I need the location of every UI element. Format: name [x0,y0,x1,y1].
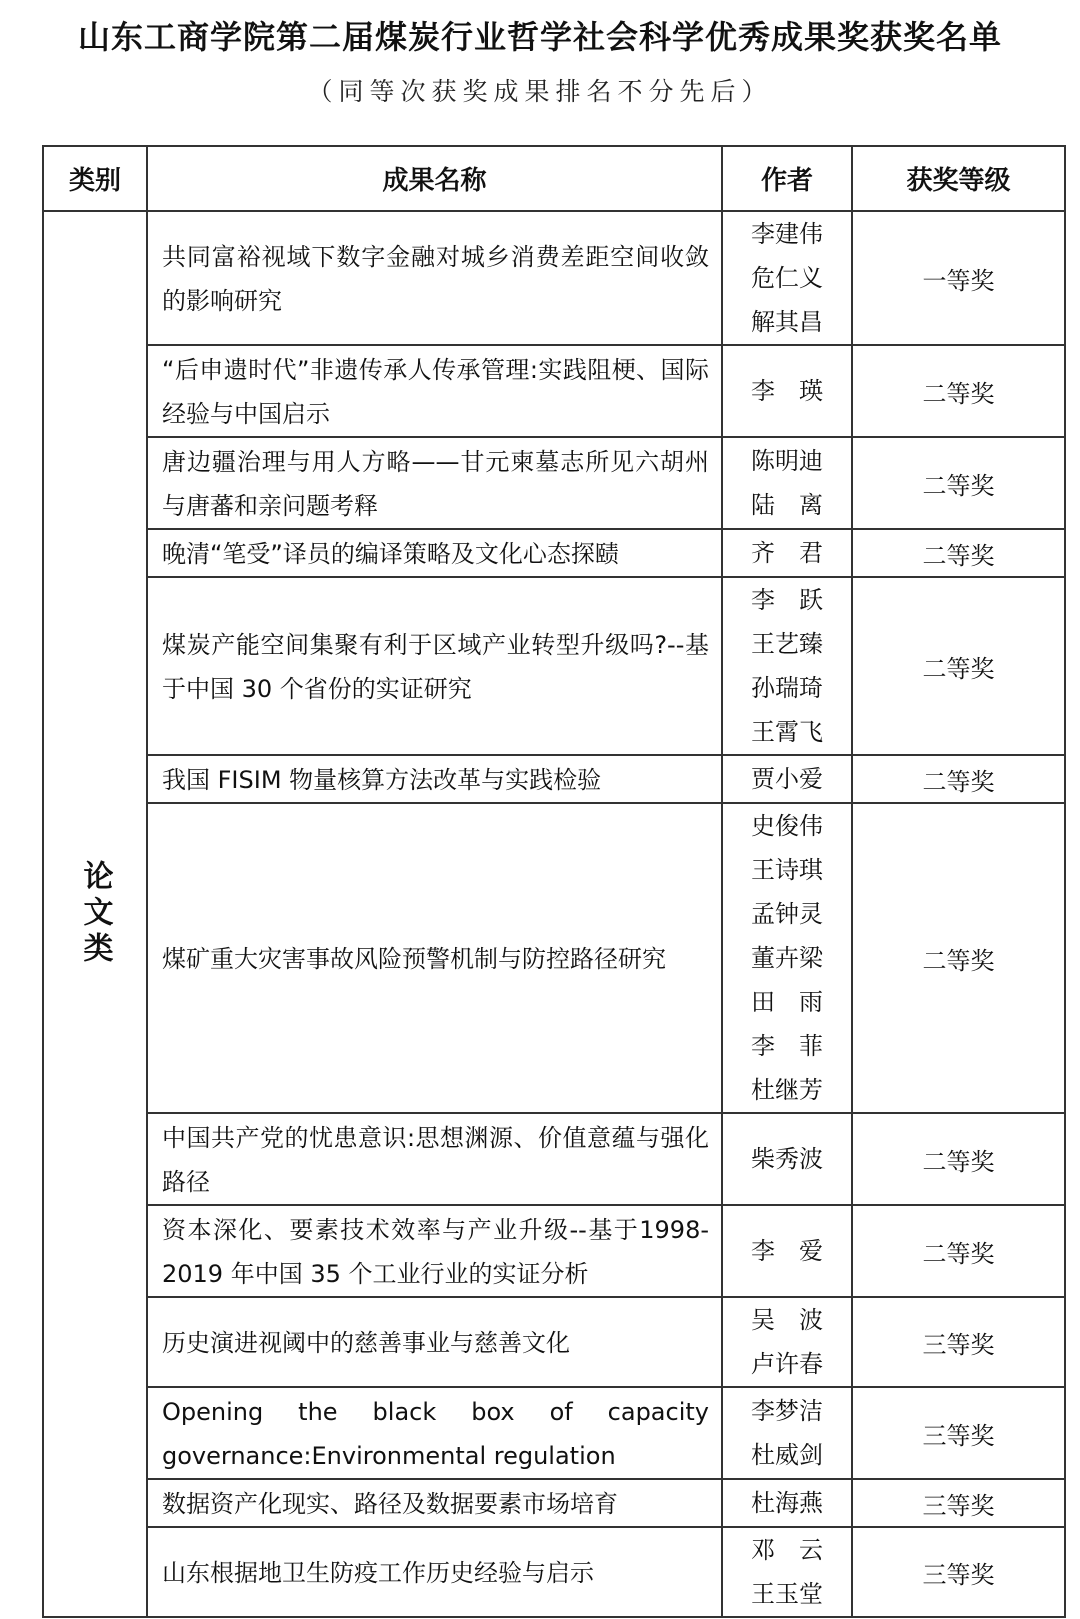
author-name: 杜海燕 [751,1489,823,1517]
table-row [43,1527,1065,1617]
author-name: 危仁义 [751,264,823,292]
award-level: 三等奖 [852,1387,1065,1479]
author-name: 李建伟 [751,220,823,248]
author-cell [722,1113,852,1205]
table-row [43,577,1065,755]
author-name: 杜继芳 [751,1076,823,1104]
author-cell [722,345,852,437]
header-name: 成果名称 [147,146,722,211]
author-cell [722,1205,852,1297]
award-level: 一等奖 [852,211,1065,345]
table-row [43,1387,1065,1479]
achievement-name: 煤炭产能空间集聚有利于区域产业转型升级吗?--基于中国 30 个省份的实证研究 [147,577,722,755]
achievement-name: 唐边疆治理与用人方略——甘元柬墓志所见六胡州与唐蕃和亲问题考释 [147,437,722,529]
award-level: 二等奖 [852,1205,1065,1297]
header-author: 作者 [722,146,852,211]
table-row [43,1113,1065,1205]
table-row [43,529,1065,577]
achievement-name: 共同富裕视域下数字金融对城乡消费差距空间收敛的影响研究 [147,211,722,345]
category-cell [43,211,147,1617]
author-name: 王玉堂 [751,1580,823,1608]
awards-table [42,145,1066,1618]
table-row [43,345,1065,437]
achievement-name: 资本深化、要素技术效率与产业升级--基于1998-2019 年中国 35 个工业行业的实证分析 [147,1205,722,1297]
document-subtitle: （同等次获奖成果排名不分先后） [307,77,773,106]
table-row [43,803,1065,1113]
achievement-name: 煤矿重大灾害事故风险预警机制与防控路径研究 [147,803,722,1113]
author-cell [722,755,852,803]
award-level: 二等奖 [852,1113,1065,1205]
author-name: 董卉梁 [751,944,823,972]
table-row [43,1297,1065,1387]
award-level: 三等奖 [852,1479,1065,1527]
author-name: 齐 君 [751,539,823,567]
award-level: 二等奖 [852,529,1065,577]
header-category: 类别 [43,146,147,211]
author-name: 吴 波 [751,1306,823,1334]
achievement-name: “后申遗时代”非遗传承人传承管理:实践阻梗、国际经验与中国启示 [147,345,722,437]
award-level: 二等奖 [852,437,1065,529]
achievement-name: 山东根据地卫生防疫工作历史经验与启示 [147,1527,722,1617]
table-header-row [43,146,1065,211]
author-cell [722,1479,852,1527]
author-name: 邓 云 [751,1536,823,1564]
award-level: 二等奖 [852,577,1065,755]
achievement-name: Opening the black box of capacity governance:Environmental regulation [147,1387,722,1479]
author-name: 孙瑞琦 [751,674,823,702]
author-name: 陈明迪 [751,447,823,475]
author-cell [722,211,852,345]
author-cell [722,577,852,755]
author-cell [722,1387,852,1479]
author-name: 李 爱 [751,1237,823,1265]
document-title: 山东工商学院第二届煤炭行业哲学社会科学优秀成果奖获奖名单 [77,18,1002,56]
award-level: 二等奖 [852,803,1065,1113]
author-name: 贾小爱 [751,765,823,793]
table-row [43,1205,1065,1297]
author-cell [722,529,852,577]
author-cell [722,1527,852,1617]
table-row [43,211,1065,345]
author-name: 柴秀波 [751,1145,823,1173]
achievement-name: 历史演进视阈中的慈善事业与慈善文化 [147,1297,722,1387]
achievement-name: 数据资产化现实、路径及数据要素市场培育 [147,1479,722,1527]
author-name: 李 瑛 [751,377,823,405]
award-level: 二等奖 [852,345,1065,437]
author-name: 李 跃 [751,586,823,614]
author-cell [722,803,852,1113]
award-level: 三等奖 [852,1297,1065,1387]
author-name: 陆 离 [751,491,823,519]
header-award: 获奖等级 [852,146,1065,211]
achievement-name: 我国 FISIM 物量核算方法改革与实践检验 [147,755,722,803]
author-cell [722,1297,852,1387]
table-row [43,1479,1065,1527]
achievement-name: 中国共产党的忧患意识:思想渊源、价值意蕴与强化路径 [147,1113,722,1205]
table-row [43,437,1065,529]
category-label: 论文类 [77,860,113,968]
author-name: 李梦洁 [751,1397,823,1425]
author-name: 王诗琪 [751,856,823,884]
author-cell [722,437,852,529]
achievement-name: 晚清“笔受”译员的编译策略及文化心态探赜 [147,529,722,577]
award-level: 三等奖 [852,1527,1065,1617]
author-name: 解其昌 [751,308,823,336]
table-row [43,755,1065,803]
author-name: 王霄飞 [751,718,823,746]
author-name: 卢许春 [751,1350,823,1378]
author-name: 李 菲 [751,1032,823,1060]
author-name: 孟钟灵 [751,900,823,928]
author-name: 史俊伟 [751,812,823,840]
award-level: 二等奖 [852,755,1065,803]
author-name: 王艺臻 [751,630,823,658]
author-name: 田 雨 [751,988,823,1016]
author-name: 杜威剑 [751,1441,823,1469]
